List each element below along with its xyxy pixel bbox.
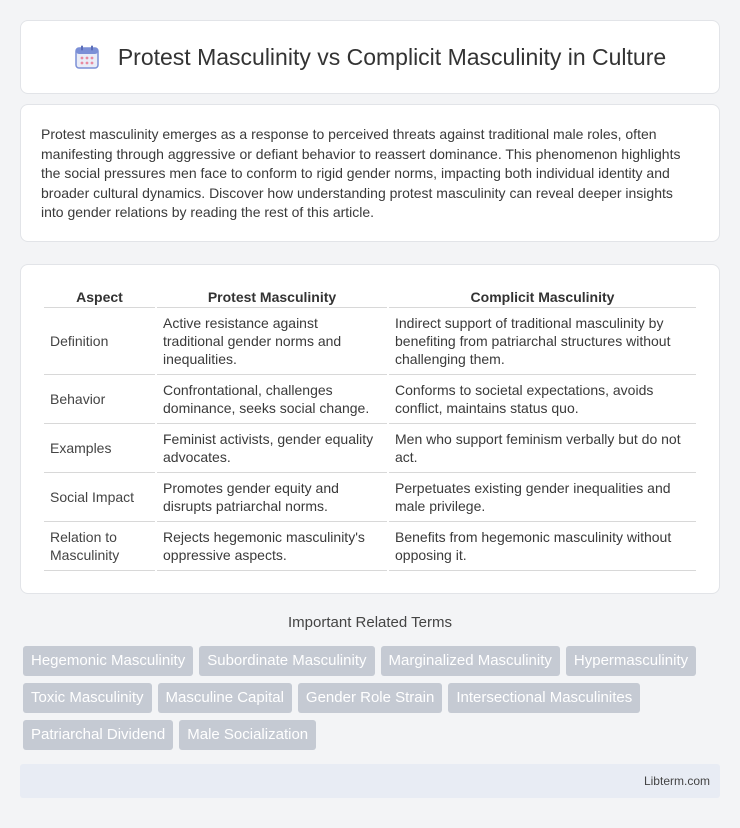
table-row [44, 473, 696, 522]
table-cell-aspect: Definition [44, 308, 155, 375]
table-cell-aspect: Relation to Masculinity [44, 522, 155, 571]
table-cell-complicit: Indirect support of traditional masculinity by benefiting from patriarchal structures without challenging them. [389, 308, 696, 375]
related-term-tag[interactable]: Marginalized Masculinity [381, 646, 560, 676]
title-card [20, 20, 720, 94]
table-cell-protest: Confrontational, challenges dominance, seeks social change. [157, 375, 387, 424]
table-cell-aspect: Social Impact [44, 473, 155, 522]
column-header-aspect: Aspect [44, 285, 155, 308]
related-terms-title: Important Related Terms [288, 614, 452, 631]
related-term-tag[interactable]: Hegemonic Masculinity [23, 646, 193, 676]
table-row [44, 522, 696, 571]
table-cell-complicit: Benefits from hegemonic masculinity without opposing it. [389, 522, 696, 571]
table-row [44, 375, 696, 424]
column-header-complicit: Complicit Masculinity [389, 285, 696, 308]
table-cell-protest: Rejects hegemonic masculinity's oppressive aspects. [157, 522, 387, 571]
column-header-protest: Protest Masculinity [157, 285, 387, 308]
related-terms-list [20, 646, 720, 750]
table-cell-complicit: Conforms to societal expectations, avoids conflict, maintains status quo. [389, 375, 696, 424]
related-term-tag[interactable]: Toxic Masculinity [23, 683, 152, 713]
related-term-tag[interactable]: Hypermasculinity [566, 646, 696, 676]
calendar-icon [74, 44, 100, 70]
page-title: Protest Masculinity vs Complicit Masculinity in Culture [117, 43, 667, 70]
related-term-tag[interactable]: Male Socialization [179, 720, 316, 750]
table-cell-aspect: Behavior [44, 375, 155, 424]
table-cell-protest: Active resistance against traditional gender norms and inequalities. [157, 308, 387, 375]
related-terms-section [20, 614, 720, 750]
table-header-row [44, 285, 696, 308]
footer [20, 764, 720, 798]
table-cell-complicit: Men who support feminism verbally but do not act. [389, 424, 696, 473]
related-term-tag[interactable]: Subordinate Masculinity [199, 646, 374, 676]
table-cell-aspect: Examples [44, 424, 155, 473]
footer-site-link[interactable]: Libterm.com [643, 774, 710, 788]
intro-text: Protest masculinity emerges as a response to perceived threats against traditional male roles, often manifesting through aggressive or defiant behavior to reassert dominance. This phenomenon highlights the social pressures men face to conform to rigid gender norms, impacting both individual identity and broader cultural dynamics. Discover how understanding protest masculinity can reveal deeper insights into gender relations by reading the rest of this article. [41, 126, 681, 220]
table-cell-protest: Promotes gender equity and disrupts patriarchal norms. [157, 473, 387, 522]
table-row [44, 308, 696, 375]
table-cell-complicit: Perpetuates existing gender inequalities and male privilege. [389, 473, 696, 522]
table-row [44, 424, 696, 473]
comparison-table-card [20, 264, 720, 594]
table-cell-protest: Feminist activists, gender equality advocates. [157, 424, 387, 473]
related-term-tag[interactable]: Patriarchal Dividend [23, 720, 173, 750]
intro-card [20, 104, 720, 242]
related-term-tag[interactable]: Intersectional Masculinites [448, 683, 640, 713]
comparison-table [42, 285, 698, 571]
related-term-tag[interactable]: Masculine Capital [158, 683, 292, 713]
related-term-tag[interactable]: Gender Role Strain [298, 683, 442, 713]
